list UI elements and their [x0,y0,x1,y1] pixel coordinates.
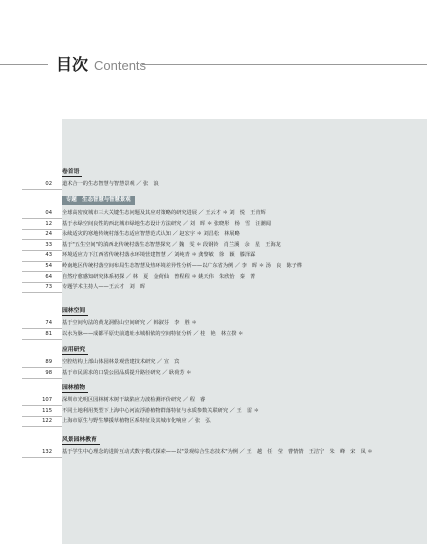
toc-entry[interactable]: 深圳市光明区园林树木树干缺陷应力波检测评价研究 ／ 程 睿 [62,397,206,403]
header-rule-left [0,64,48,65]
toc-entry[interactable]: 基于"五生空间"的滇西北传统村落生态智慧探究 ／ 魏 雯 ＊ 段钢铃 肖兰溪 余 星 王海龙 [62,241,281,248]
page-number: 43 [45,252,52,259]
section-heading: 应用研究 [62,347,86,353]
page-number: 54 [45,263,52,269]
toc-entry[interactable]: 自然疗愈感知研究体系初探 ／ 林 夏 金荷仙 曾程程 ＊ 姚天伟 朱欣怡 秦 菁 [62,273,256,280]
page-number: 33 [45,241,52,248]
toc-entry[interactable]: 永续适灾的寒地传统村落生态适应智慧范式认知 ／ 赵宏宇 ＊ 刘昌松 林展略 [62,231,240,238]
page-number: 81 [45,330,52,337]
section-heading: 卷首语 [62,169,80,175]
page-number: 115 [42,407,52,414]
toc-entry[interactable]: 专题学术主持人——王云才 刘 晖 [62,284,146,291]
section-heading: 园林空间 [62,308,86,314]
page-number-rule [22,189,62,190]
title-chinese: 目次 [56,55,89,74]
page-number-rule [22,378,62,379]
page-number: 122 [42,418,52,425]
page-number: 02 [45,181,52,187]
page-number: 73 [45,284,52,291]
title-english: Contents [94,58,147,73]
section-heading-highlight: 专题 生态智慧与智慧景观 [62,196,135,205]
section-underline [62,444,100,445]
section-heading: 园林植物 [62,385,86,391]
section-heading: 风景园林教育 [62,437,97,443]
page-number: 89 [45,359,52,365]
toc-entry[interactable]: 基于学生中心理念的进阶互动式数字模式探索——以"景观综合生态技术"为例 ／ 王 越 任 莹 曹情情 王洁宁 朱 峰 宋 凤 ＊ [62,449,373,455]
header-rule-right [142,64,427,65]
toc-entry[interactable]: 岭南地区传统村落空间布局生态智慧及热环境差异性分析——以广东省为例 ／ 李 晖 ＊ 汤 良 陈子桦 [62,263,303,269]
page-number-rule [22,292,62,293]
page-number-rule [22,426,62,427]
page-number: 132 [42,449,52,455]
toc-entry[interactable]: 以水为脉——成都平原史前遗址水城相依的空间特征分析 ／ 桂 艳 林立揆 ＊ [62,330,244,337]
page-number: 04 [45,210,52,216]
page-number: 98 [45,369,52,376]
toc-entry[interactable]: 道术合一的生态智慧与智慧景观 ／ 张 浪 [62,181,159,187]
page-number: 74 [45,320,52,326]
page-number: 12 [45,220,52,227]
section-underline [62,176,82,177]
section-underline [62,392,88,393]
toc-entry[interactable]: 基于空间句法的黄龙洞假山空间研究 ／ 韩淑芬 李 胜 ＊ [62,320,197,326]
section-underline [62,354,88,355]
page-number: 24 [45,231,52,238]
page-number: 107 [42,397,52,403]
toc-entry[interactable]: 基于水绿空间良性的西北城市绿地生态设计方法研究 ／ 刘 晖 ＊ 张晓彤 杨 雪 汪潮闻 [62,220,271,227]
page-number-rule [22,457,62,458]
toc-entry[interactable]: 基于市民需求的口袋公园品质提升路径研究 ／ 耿荷芳 ＊ [62,369,192,376]
page-title [56,52,146,75]
section-underline [62,315,88,316]
toc-entry[interactable]: 全球高密度城市三大关键生态问题及其应对策略的研究进展 ／ 王云才 ＊ 刘 悦 王肯辉 [62,210,266,216]
toc-entry[interactable]: 环境适应力下江西省传统村落水环境营建智慧 ／ 刘纯青 ＊ 龚黎敏 徐 颖 滕泽霖 [62,252,256,259]
page-number: 64 [45,273,52,280]
toc-entry[interactable]: 空腔结构上部山体园林景观营建技术研究 ／ 宣 宾 [62,359,180,365]
page-number-rule [22,339,62,340]
toc-entry[interactable]: 不同土地利用类型下上海中心河流浮游植物群落特征与水质参数关联研究 ／ 王 雷 ＊ [62,407,259,414]
toc-entry[interactable]: 上海市原生与野生攀援草植物区系特征及其城市化响应 ／ 张 弘 [62,418,211,425]
